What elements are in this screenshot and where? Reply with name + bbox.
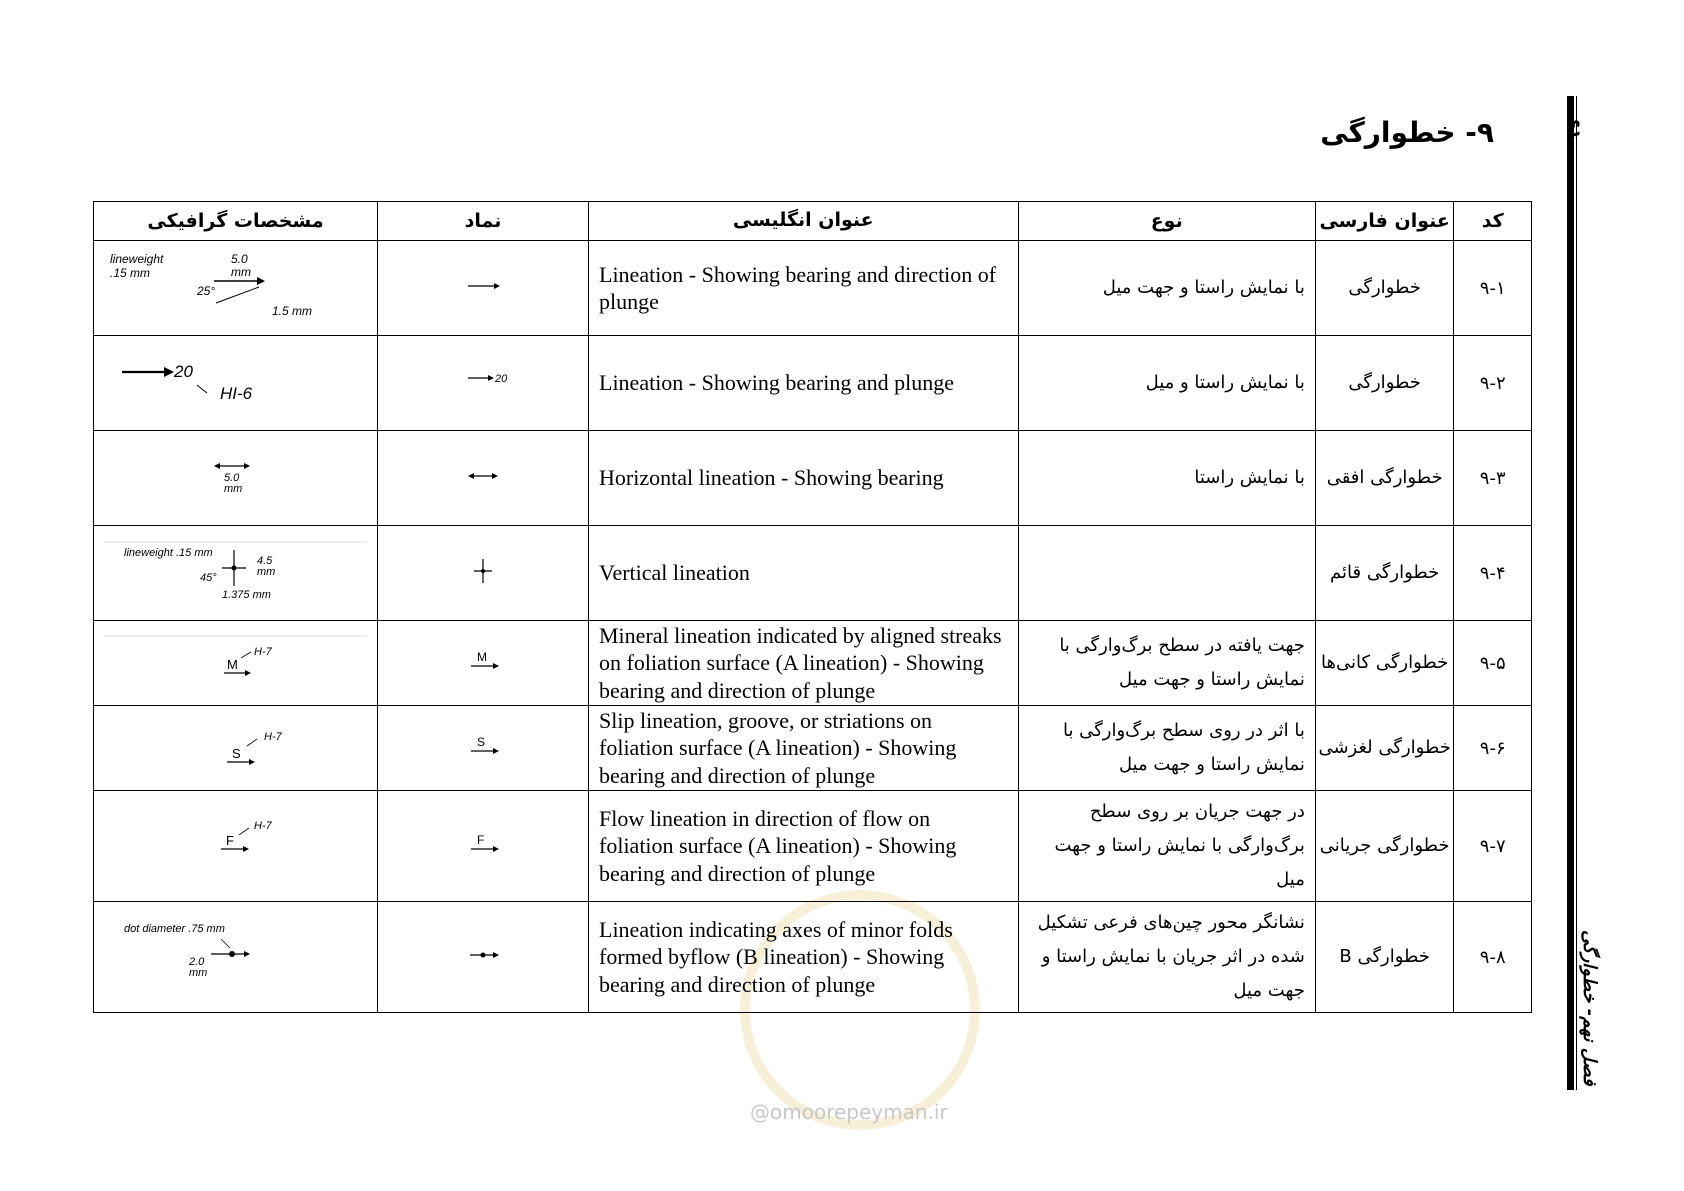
lineation-symbol	[378, 824, 588, 864]
fa-title-cell: خطوارگی قائم	[1315, 526, 1454, 621]
graphic-spec-4	[94, 526, 377, 616]
en-title-cell: Lineation indicating axes of minor folds formed byflow (B lineation) - Showing bearing and direction of plunge	[589, 902, 1019, 1013]
symbol-label: F	[477, 833, 485, 847]
table-row	[94, 621, 1532, 706]
gfx-label: 1.375 mm	[222, 589, 271, 601]
graphic-cell	[94, 706, 378, 791]
code-cell: ۹-۳	[1454, 431, 1532, 526]
table-row	[94, 526, 1532, 621]
table-header-row	[94, 202, 1532, 241]
lineation-symbol	[378, 366, 588, 396]
graphic-spec-3	[94, 431, 377, 521]
type-cell	[1018, 526, 1315, 621]
code-cell: ۹-۶	[1454, 706, 1532, 791]
graphic-spec-6	[94, 706, 377, 786]
lineation-symbol	[378, 271, 588, 301]
gfx-label: lineweight .15 mm	[124, 547, 213, 559]
gfx-label: 4.5	[257, 555, 273, 567]
fa-title-cell: خطوارگی جریانی	[1315, 791, 1454, 902]
gfx-label: F	[226, 833, 234, 848]
symbol-cell	[378, 621, 589, 706]
gfx-label: lineweight	[110, 252, 164, 266]
type-cell: جهت یافته در سطح برگ‌وارگی با نمایش راستا و جهت میل	[1018, 621, 1315, 706]
symbol-label: M	[477, 650, 487, 664]
type-cell: با نمایش راستا	[1018, 431, 1315, 526]
symbol-cell	[378, 241, 589, 336]
gfx-label: mm	[189, 967, 208, 979]
fa-title-cell: خطوارگی لغزشی	[1315, 706, 1454, 791]
en-title-cell: Slip lineation, groove, or striations on foliation surface (A lineation) - Showing bearing and direction of plunge	[589, 706, 1019, 791]
table-row	[94, 791, 1532, 902]
en-title-cell: Lineation - Showing bearing and plunge	[589, 336, 1019, 431]
gfx-label: 1.5 mm	[272, 304, 313, 318]
gfx-label: H-7	[254, 646, 272, 658]
symbol-cell	[378, 336, 589, 431]
code-cell: ۹-۸	[1454, 902, 1532, 1013]
symbol-label: 20	[495, 373, 508, 385]
gfx-label: HI-6	[220, 384, 253, 403]
en-title-cell: Mineral lineation indicated by aligned streaks on foliation surface (A lineation) - Showing bearing and direction of plunge	[589, 621, 1019, 706]
table-row	[94, 706, 1532, 791]
type-cell: با نمایش راستا و جهت میل	[1018, 241, 1315, 336]
fa-title-cell: خطوارگی افقی	[1315, 431, 1454, 526]
code-cell: ۹-۷	[1454, 791, 1532, 902]
gfx-label: 5.0	[231, 252, 248, 266]
symbol-cell	[378, 431, 589, 526]
en-title-cell: Vertical lineation	[589, 526, 1019, 621]
gfx-label: 5.0	[224, 472, 240, 484]
en-title-cell: Lineation - Showing bearing and direction of plunge	[589, 241, 1019, 336]
table-row	[94, 902, 1532, 1013]
lineation-symbol	[378, 940, 588, 970]
header-symbol: نماد	[378, 202, 589, 241]
gfx-label: 45°	[200, 572, 217, 584]
gfx-label: mm	[224, 483, 243, 495]
graphic-cell	[94, 336, 378, 431]
fa-title-cell: خطوارگی کانی‌ها	[1315, 621, 1454, 706]
table-row	[94, 431, 1532, 526]
gfx-label: 20	[174, 362, 193, 381]
gfx-label: M	[227, 657, 238, 672]
graphic-cell	[94, 431, 378, 526]
header-code: کد	[1454, 202, 1532, 241]
en-title-cell: Flow lineation in direction of flow on foliation surface (A lineation) - Showing bearing and direction of plunge	[589, 791, 1019, 902]
gfx-label: H-7	[264, 731, 282, 743]
lineation-symbol	[378, 556, 588, 586]
type-cell: نشانگر محور چین‌های فرعی تشکیل شده در اثر جریان با نمایش راستا و جهت میل	[1018, 902, 1315, 1013]
table-row	[94, 241, 1532, 336]
symbol-cell	[378, 902, 589, 1013]
table-row	[94, 336, 1532, 431]
lineation-table	[93, 201, 1532, 1013]
code-cell: ۹-۴	[1454, 526, 1532, 621]
symbol-label: S	[477, 735, 486, 749]
lineation-symbol	[378, 726, 588, 766]
gfx-label: 25°	[197, 284, 216, 298]
type-cell: در جهت جریان بر روی سطح برگ‌وارگی با نمایش راستا و جهت میل	[1018, 791, 1315, 902]
page-number: ۶۱	[1563, 118, 1584, 140]
chapter-side-label: فصل نهم- خطوارگی	[1579, 930, 1600, 1086]
en-title-cell: Horizontal lineation - Showing bearing	[589, 431, 1019, 526]
gfx-label: .15 mm	[110, 266, 151, 280]
gfx-label: mm	[231, 265, 251, 279]
side-rule-thin	[1576, 96, 1577, 1090]
fa-title-cell: خطوارگی B	[1315, 902, 1454, 1013]
code-cell: ۹-۱	[1454, 241, 1532, 336]
header-en-title: عنوان انگلیسی	[589, 202, 1019, 241]
fa-title-cell: خطوارگی	[1315, 336, 1454, 431]
graphic-spec-2	[94, 336, 377, 426]
type-cell: با نمایش راستا و میل	[1018, 336, 1315, 431]
header-type: نوع	[1018, 202, 1315, 241]
graphic-spec-7	[94, 794, 377, 894]
graphic-spec-8	[94, 905, 377, 1005]
gfx-label: S	[232, 746, 241, 761]
page-title: ۹- خطوارگی	[1320, 116, 1494, 149]
gfx-label: 2.0	[189, 956, 205, 968]
graphic-spec-5	[94, 621, 377, 701]
graphic-cell	[94, 621, 378, 706]
type-cell: با اثر در روی سطح برگ‌وارگی با نمایش راستا و جهت میل	[1018, 706, 1315, 791]
side-rule	[1567, 96, 1574, 1090]
watermark-text: @omoorepeyman.ir	[750, 1100, 948, 1124]
graphic-cell	[94, 902, 378, 1013]
lineation-symbol	[378, 461, 588, 491]
code-cell: ۹-۵	[1454, 621, 1532, 706]
header-graphic: مشخصات گرافیکی	[94, 202, 378, 241]
gfx-label: mm	[257, 566, 276, 578]
graphic-spec-1	[94, 241, 377, 331]
lineation-symbol	[378, 641, 588, 681]
graphic-cell	[94, 791, 378, 902]
symbol-cell	[378, 526, 589, 621]
gfx-label: dot diameter .75 mm	[124, 923, 225, 935]
graphic-cell	[94, 526, 378, 621]
gfx-label: H-7	[254, 820, 272, 832]
symbol-cell	[378, 791, 589, 902]
code-cell: ۹-۲	[1454, 336, 1532, 431]
fa-title-cell: خطوارگی	[1315, 241, 1454, 336]
symbol-cell	[378, 706, 589, 791]
header-fa-title: عنوان فارسی	[1315, 202, 1454, 241]
graphic-cell	[94, 241, 378, 336]
